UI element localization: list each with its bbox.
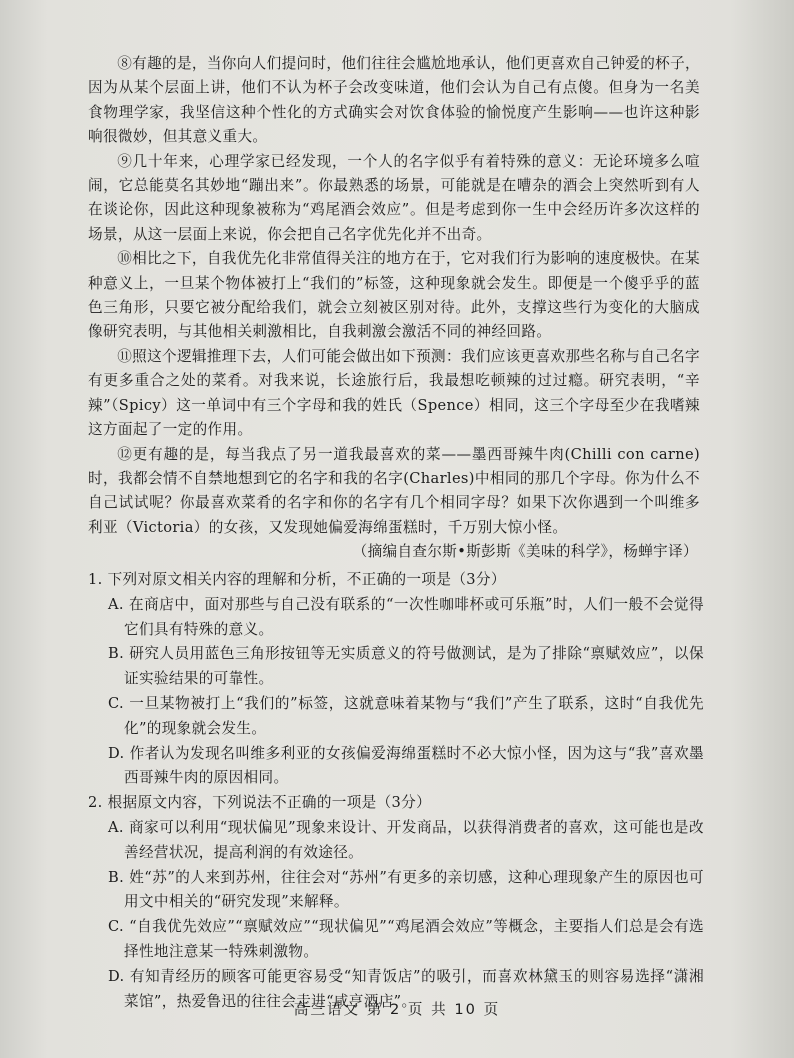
option-a: A. 商家可以利用“现状偏见”现象来设计、开发商品，以获得消费者的喜欢，这可能也是改善经营状况，提高利润的有效途径。: [108, 818, 704, 861]
question-stem: 2. 根据原文内容，下列说法不正确的一项是（3分）: [88, 794, 432, 812]
paragraph-12: ⑫更有趣的是，每当我点了另一道我最喜欢的菜——墨西哥辣牛肉(Chilli con carne)时，我都会情不自禁地想到它的名字和我的名字(Charles)中相同的那几个字母。你为什么不自己试试呢？你最喜欢菜肴的名字和你的名字有几个相同字母？如果下次你遇到一个叫维多利亚（Victoria）的女孩，又发现她偏爱海绵蛋糕时，千万别大惊小怪。: [88, 445, 700, 536]
option-c: C. “自我优先效应”“禀赋效应”“现状偏见”“鸡尾酒会效应”等概念，主要指人们总是会有选择性地注意某一特殊刺激物。: [108, 918, 704, 960]
reading-passage: [88, 52, 700, 565]
question-1: [88, 568, 704, 791]
option-d: D. 有知青经历的顾客可能更容易受“知青饭店”的吸引，而喜欢林黛玉的则容易选择“潇湘菜馆”，热爱鲁迅的往往会走进“咸亨酒店”。: [108, 967, 704, 1010]
paragraph-11: ⑪照这个逻辑推理下去，人们可能会做出如下预测：我们应该更喜欢那些名称与自己名字有更多重合之处的菜肴。对我来说，长途旅行后，我最想吃顿辣的过过瘾。研究表明，“辛辣”（Spicy）这一单词中有三个字母和我的姓氏（Spence）相同，这三个字母至少在我嗜辣这方面起了一定的作用。: [88, 347, 700, 439]
paragraph-8: ⑧有趣的是，当你向人们提问时，他们往往会尴尬地承认，他们更喜欢自己钟爱的杯子，因为从某个层面上讲，他们不认为杯子会改变味道，他们会认为自己有点傻。但身为一名美食物理学家，我坚信这种个性化的方式确实会对饮食体验的愉悦度产生影响——也许这种影响很微妙，但其意义重大。: [88, 55, 700, 146]
question-section: [88, 568, 704, 1014]
paragraph-10: ⑩相比之下，自我优先化非常值得关注的地方在于，它对我们行为影响的速度极快。在某种意义上，一旦某个物体被打上“我们的”标签，这种现象就会发生。即便是一个傻乎乎的蓝色三角形，只要它被分配给我们，就会立刻被区别对待。此外，支撑这些行为变化的大脑成像研究表明，与其他相关刺激相比，自我刺激会激活不同的神经回路。: [88, 250, 700, 341]
passage-source: （摘编自查尔斯•斯彭斯《美味的科学》，杨蝉宇译）: [352, 543, 698, 561]
option-c: C. 一旦某物被打上“我们的”标签，这就意味着某物与“我们”产生了联系，这时“自我优先化”的现象就会发生。: [108, 694, 704, 737]
option-b: B. 姓“苏”的人来到苏州，往往会对“苏州”有更多的亲切感，这种心理现象产生的原因也可用文中相关的“研究发现”来解释。: [108, 868, 704, 911]
option-a: A. 在商店中，面对那些与自己没有联系的“一次性咖啡杯或可乐瓶”时，人们一般不会觉得它们具有特殊的意义。: [108, 595, 704, 638]
paragraph-9: ⑨几十年来，心理学家已经发现，一个人的名字似乎有着特殊的意义：无论环境多么喧闹，它总能莫名其妙地“蹦出来”。你最熟悉的场景，可能就是在嘈杂的酒会上突然听到有人在谈论你，因此这种现象被称为“鸡尾酒会效应”。但是考虑到你一生中会经历许多次这样的场景，从这一层面上来说，你会把自己名字优先化并不出奇。: [88, 152, 700, 243]
option-b: B. 研究人员用蓝色三角形按钮等无实质意义的符号做测试，是为了排除“禀赋效应”，以保证实验结果的可靠性。: [108, 645, 704, 688]
question-stem: 1. 下列对原文相关内容的理解和分析，不正确的一项是（3分）: [88, 571, 506, 588]
page-footer: 高三语文 第 2 页 共 10 页: [293, 1001, 501, 1018]
option-d: D. 作者认为发现名叫维多利亚的女孩偏爱海绵蛋糕时不必大惊小怪，因为这与“我”喜欢墨西哥辣牛肉的原因相同。: [108, 744, 704, 787]
question-2: [88, 791, 704, 1014]
